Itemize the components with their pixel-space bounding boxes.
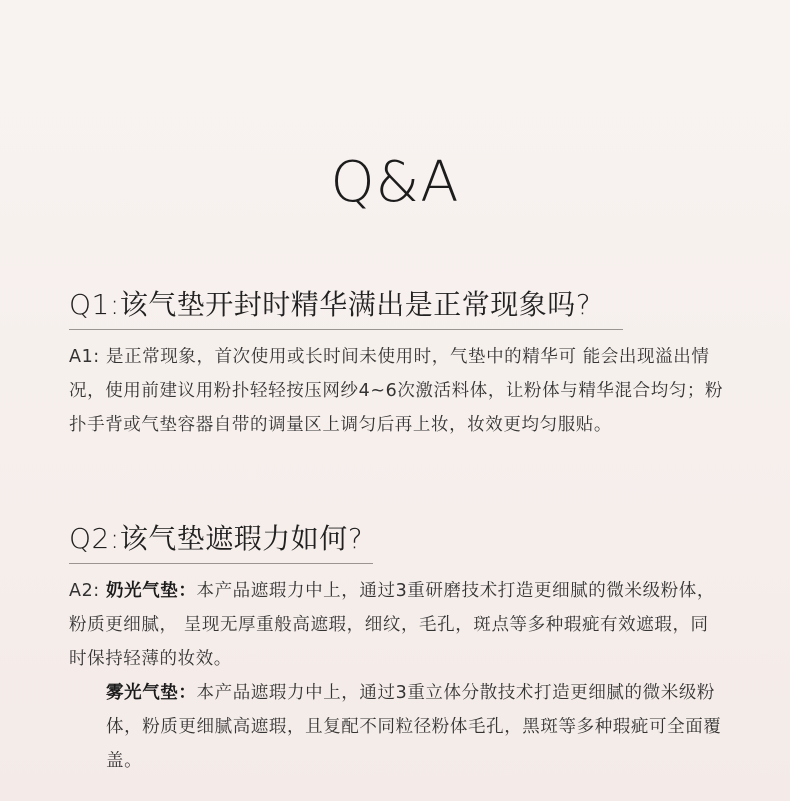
- question-2-divider: [69, 563, 373, 564]
- question-1-divider: [69, 329, 623, 330]
- matte-cushion-text: 本产品遮瑕力中上，通过3重研磨技术打造更细腻的微米级粉体，粉质更细腻， 呈现无厚重般高遮瑕，细纹，毛孔，斑点等多种瑕疵有效遮瑕，同时保持轻薄的妆效。: [69, 581, 716, 669]
- qa-item-1: [69, 287, 725, 442]
- answer-2-mist: [69, 676, 725, 778]
- answer-2: [69, 574, 725, 778]
- qa-item-2: [69, 521, 725, 778]
- mist-cushion-text: 本产品遮瑕力中上，通过3重立体分散技术打造更细腻的微米级粉体，粉质更细腻高遮瑕，且复配不同粒径粉体毛孔，黑斑等多种瑕疵可全面覆盖。: [106, 683, 722, 771]
- question-1: Q1:该气垫开封时精华满出是正常现象吗?: [69, 288, 592, 321]
- answer-1-prefix: A1:: [69, 347, 106, 367]
- matte-cushion-label: 奶光气垫：: [105, 581, 197, 601]
- question-2: Q2:该气垫遮瑕力如何?: [69, 522, 364, 555]
- answer-2-prefix: A2:: [69, 581, 106, 601]
- mist-cushion-label: 雾光气垫：: [106, 683, 197, 703]
- answer-2-matte: [69, 574, 725, 676]
- answer-1-text: 是正常现象，首次使用或长时间未使用时，气垫中的精华可 能会出现溢出情况，使用前建议用粉扑轻轻按压网纱4~6次激活料体，让粉体与精华混合均匀；粉扑手背或气垫容器自带的调量区上调匀后再上妆，妆效更均匀服贴。: [69, 347, 724, 435]
- answer-1: [69, 340, 725, 442]
- page-title: Q&A: [330, 150, 460, 215]
